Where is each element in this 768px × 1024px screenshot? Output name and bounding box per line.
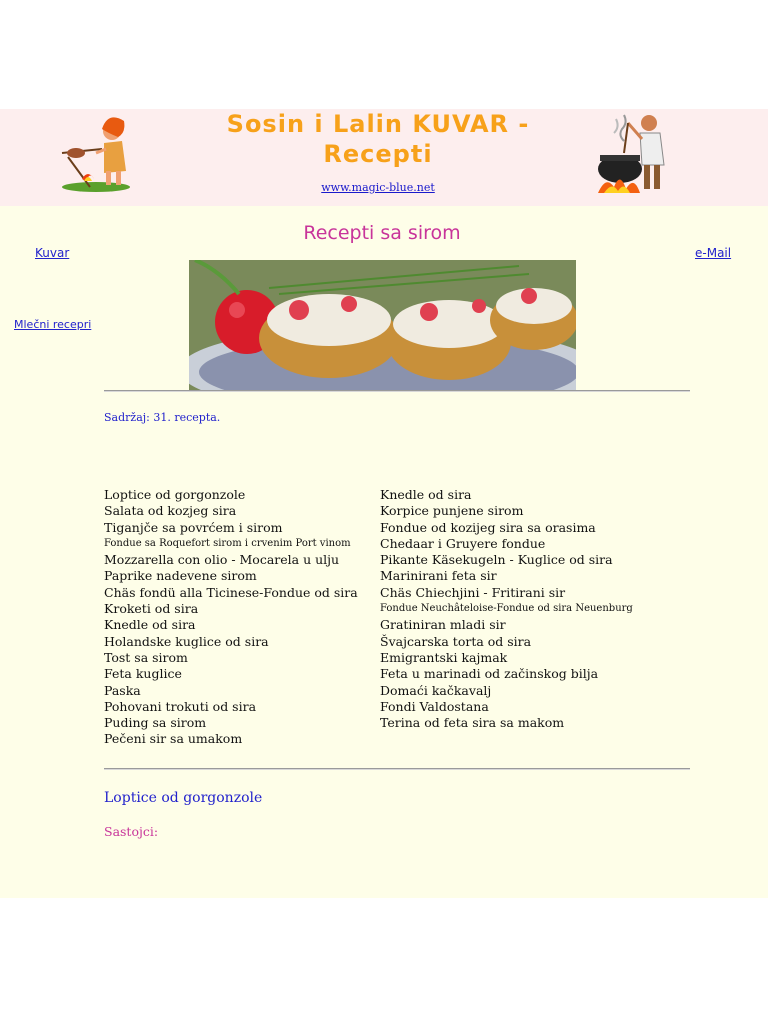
recipe-list-right xyxy=(380,487,633,731)
recipe-item[interactable]: Salata od kozjeg sira xyxy=(104,503,237,519)
recipe-item[interactable]: Korpice punjene sirom xyxy=(380,503,524,519)
recipe-item[interactable]: Chäs fondü alla Ticinese-Fondue od sira xyxy=(104,584,358,600)
recipe-item[interactable]: Chedaar i Gruyere fondue xyxy=(380,535,546,551)
recipe-item[interactable]: Pikante Käsekugeln - Kuglice od sira xyxy=(380,552,613,568)
recipe-item[interactable]: Puding sa sirom xyxy=(104,715,207,731)
recipe-item[interactable]: Feta kuglice xyxy=(104,666,182,682)
recipe-item[interactable]: Gratiniran mladi sir xyxy=(380,617,506,633)
page-header xyxy=(0,109,768,206)
recipe-item[interactable]: Emigrantski kajmak xyxy=(380,649,508,665)
recipe-item[interactable]: Mozzarella con olio - Mocarela u ulju xyxy=(104,552,340,568)
recipe-item[interactable]: Chäs Chiechjini - Fritirani sir xyxy=(380,584,566,600)
recipe-item[interactable]: Holandske kuglice od sira xyxy=(104,633,269,649)
recipe-item[interactable]: Pohovani trokuti od sira xyxy=(104,698,257,714)
recipe-item[interactable]: Fondi Valdostana xyxy=(380,698,489,714)
ingredients-label: Sastojci: xyxy=(104,824,159,839)
recipe-item[interactable]: Tost sa sirom xyxy=(104,649,188,665)
recipe-item[interactable]: Knedle od sira xyxy=(380,487,472,502)
cook-with-cauldron-icon xyxy=(594,109,668,197)
main-content xyxy=(0,206,768,898)
recipe-photo xyxy=(189,260,576,390)
recipe-item[interactable]: Knedle od sira xyxy=(104,617,196,633)
recipe-item[interactable]: Loptice od gorgonzole xyxy=(104,487,246,502)
recipe-item[interactable]: Pečeni sir sa umakom xyxy=(104,731,243,747)
divider-bottom xyxy=(104,768,690,770)
recipe-item[interactable]: Švajcarska torta od sira xyxy=(380,633,532,649)
nav-link-kuvar[interactable]: Kuvar xyxy=(35,246,70,260)
recipe-item[interactable]: Fondue od kozijeg sira sa orasima xyxy=(380,519,596,535)
recipe-section-title: Loptice od gorgonzole xyxy=(104,790,263,806)
recipe-item[interactable]: Fondue sa Roquefort sirom i crvenim Port vinom xyxy=(104,537,351,549)
recipe-item[interactable]: Feta u marinadi od začinskog bilja xyxy=(380,666,599,682)
recipe-item[interactable]: Domaći kačkavalj xyxy=(380,682,492,698)
recipe-item[interactable]: Marinirani feta sir xyxy=(380,568,497,584)
site-url-link[interactable]: www.magic-blue.net xyxy=(321,181,435,194)
recipe-item[interactable]: Paska xyxy=(104,682,141,698)
recipe-item[interactable]: Paprike nadevene sirom xyxy=(104,568,257,584)
nav-link-email[interactable]: e-Mail xyxy=(695,246,732,260)
recipe-item[interactable]: Tiganjče sa povrćem i sirom xyxy=(104,519,283,535)
recipe-item[interactable]: Terina od feta sira sa makom xyxy=(380,715,565,731)
nav-link-mlecni-recepti[interactable]: Mlečni recepri xyxy=(14,318,92,331)
page-title: Recepti sa sirom xyxy=(303,222,461,244)
divider-top xyxy=(104,390,690,392)
recipe-item[interactable]: Kroketi od sira xyxy=(104,601,199,617)
recipe-list-left xyxy=(104,487,358,748)
recipe-item[interactable]: Fondue Neuchâteloise-Fondue od sira Neuenburg xyxy=(380,603,633,615)
cavewoman-roasting-icon xyxy=(60,109,136,195)
recipe-count: Sadržaj: 31. recepta. xyxy=(104,411,221,424)
site-title: Sosin i Lalin KUVAR - Recepti xyxy=(226,110,530,168)
